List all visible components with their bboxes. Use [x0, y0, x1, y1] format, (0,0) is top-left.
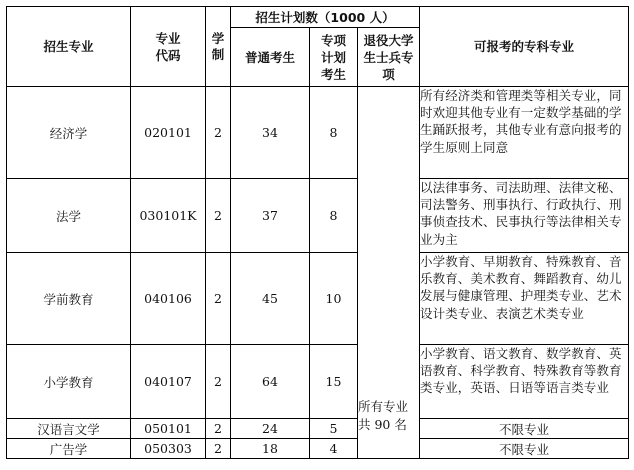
table-row — [7, 439, 629, 459]
major-cell: 小学教育 — [7, 345, 131, 419]
special-cell: 4 — [310, 439, 358, 459]
eligible-cell: 小学教育、早期教育、特殊教育、音乐教育、美术教育、舞蹈教育、幼儿发展与健康管理、护理类专业、艺术设计类专业、表演艺术类专业 — [420, 253, 629, 345]
table-row — [7, 253, 629, 345]
major-cell: 经济学 — [7, 87, 131, 179]
eligible-cell: 小学教育、语文教育、数学教育、英语教育、科学教育、特殊教育等教育类专业，英语、日语等语言类专业 — [420, 345, 629, 419]
code-cell: 040106 — [131, 253, 206, 345]
table-row — [7, 179, 629, 253]
header-veteran-text: 退役大学生士兵专项 — [363, 32, 414, 82]
header-plan-group: 招生计划数（1000 人） — [231, 7, 420, 28]
table-row — [7, 419, 629, 439]
special-cell: 15 — [310, 345, 358, 419]
major-cell: 广告学 — [7, 439, 131, 459]
eligible-cell: 所有经济类和管理类等相关专业，同时欢迎其他专业有一定数学基础的学生踊跃报考，其他专业有意向报考的学生原则上同意 — [420, 87, 629, 179]
veteran-note-cell — [358, 87, 420, 459]
special-cell: 10 — [310, 253, 358, 345]
regular-cell: 34 — [231, 87, 310, 179]
years-cell: 2 — [206, 87, 231, 179]
years-cell: 2 — [206, 253, 231, 345]
code-cell: 040107 — [131, 345, 206, 419]
header-duration-text: 学制 — [211, 30, 225, 62]
header-code-line2: 代码 — [155, 47, 181, 63]
years-cell: 2 — [206, 419, 231, 439]
major-cell: 学前教育 — [7, 253, 131, 345]
veteran-note: 所有专业共 90 名 — [358, 399, 409, 432]
regular-cell: 45 — [231, 253, 310, 345]
years-cell: 2 — [206, 345, 231, 419]
code-cell: 050303 — [131, 439, 206, 459]
header-duration — [206, 7, 231, 87]
header-code-line1: 专业 — [155, 30, 181, 46]
header-eligible: 可报考的专科专业 — [420, 7, 629, 87]
code-cell: 030101K — [131, 179, 206, 253]
major-cell: 汉语言文学 — [7, 419, 131, 439]
header-special — [310, 28, 358, 87]
table-row — [7, 87, 629, 179]
regular-cell: 18 — [231, 439, 310, 459]
special-cell: 5 — [310, 419, 358, 439]
years-cell: 2 — [206, 179, 231, 253]
years-cell: 2 — [206, 439, 231, 459]
header-special-text: 专项计划考生 — [320, 32, 346, 82]
eligible-cell: 以法律事务、司法助理、法律文秘、司法警务、刑事执行、行政执行、刑事侦查技术、民事执行等法律相关专业为主 — [420, 179, 629, 253]
special-cell: 8 — [310, 179, 358, 253]
regular-cell: 24 — [231, 419, 310, 439]
header-major: 招生专业 — [7, 7, 131, 87]
table-row — [7, 345, 629, 419]
regular-cell: 37 — [231, 179, 310, 253]
code-cell: 020101 — [131, 87, 206, 179]
code-cell: 050101 — [131, 419, 206, 439]
header-regular — [231, 28, 310, 87]
admission-plan-table — [6, 6, 629, 459]
header-veteran — [358, 28, 420, 87]
regular-cell: 64 — [231, 345, 310, 419]
eligible-cell: 不限专业 — [420, 439, 629, 459]
special-cell: 8 — [310, 87, 358, 179]
major-cell: 法学 — [7, 179, 131, 253]
header-code — [131, 7, 206, 87]
eligible-cell: 不限专业 — [420, 419, 629, 439]
header-regular-text: 普通考生 — [244, 49, 295, 65]
